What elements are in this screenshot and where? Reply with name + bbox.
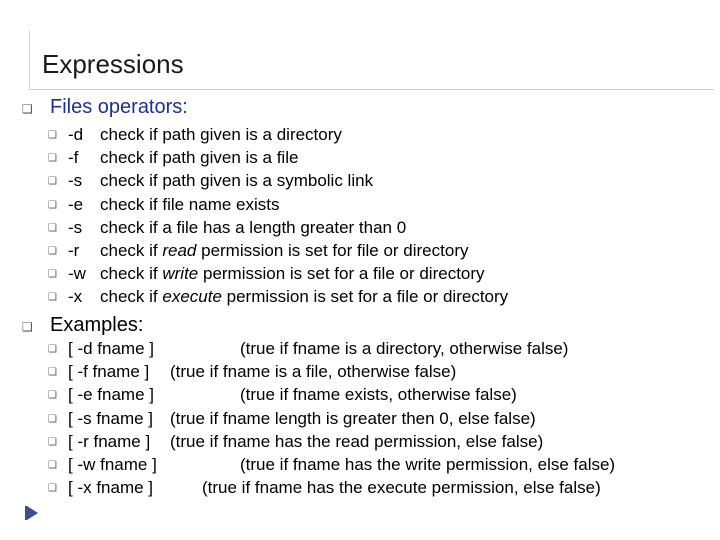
example-description: (true if fname has the execute permission, else false)	[202, 478, 601, 498]
square-bullet-icon: ❑	[48, 367, 57, 379]
square-bullet-icon: ❑	[48, 292, 57, 304]
operator-description	[100, 218, 406, 238]
operator-flag: -w	[68, 264, 86, 284]
title-divider-vertical	[29, 30, 30, 90]
square-bullet-icon: ❑	[48, 483, 57, 495]
operator-description-text: permission is set for file or directory	[196, 241, 469, 260]
operator-description-text: check if path given is a symbolic link	[100, 171, 374, 191]
operator-flag: -f	[68, 148, 79, 168]
operator-description-text: check if a file has a length greater than 0	[100, 217, 407, 237]
square-bullet-icon: ❑	[48, 222, 57, 234]
operator-description-text: check if path given is a directory	[100, 125, 342, 144]
square-bullet-icon: ❑	[48, 436, 57, 448]
operator-description-text: check if file name exists	[100, 194, 280, 214]
operator-description	[100, 195, 280, 215]
operator-flag: -e	[68, 194, 84, 214]
square-bullet-icon: ❑	[22, 102, 33, 116]
examples-heading: Examples:	[50, 314, 144, 336]
operator-flag: -s	[68, 171, 83, 191]
operator-description	[100, 264, 485, 284]
example-description: (true if fname exists, otherwise false)	[240, 385, 517, 405]
operator-description-text: permission is set for a file or directory	[198, 264, 485, 284]
example-description: (true if fname length is greater then 0, else false)	[170, 408, 536, 428]
title-divider	[29, 89, 714, 90]
operator-description-text: check if path given is a file	[100, 148, 299, 168]
operator-description-text: permission is set for a file or directory	[221, 287, 509, 307]
example-code: [ -e fname ]	[68, 385, 154, 405]
operator-description	[100, 148, 298, 168]
square-bullet-icon: ❑	[48, 344, 57, 355]
square-bullet-icon: ❑	[48, 460, 57, 471]
operator-description-text: check if	[100, 241, 163, 260]
example-description: (true if fname has the read permission, else false)	[170, 431, 544, 451]
operator-description	[100, 125, 342, 145]
square-bullet-icon: ❑	[48, 130, 57, 141]
example-description: (true if fname is a file, otherwise false)	[170, 362, 457, 382]
square-bullet-icon: ❑	[48, 390, 57, 402]
slide-title: Expressions	[42, 49, 184, 79]
square-bullet-icon: ❑	[48, 246, 57, 257]
square-bullet-icon: ❑	[48, 413, 57, 425]
example-code: [ -x fname ]	[68, 478, 154, 498]
operator-description	[100, 171, 373, 191]
example-code: [ -d fname ]	[68, 339, 154, 358]
example-code: [ -r fname ]	[68, 431, 151, 451]
operator-flag: -r	[68, 241, 80, 260]
example-code: [ -f fname ]	[68, 362, 150, 382]
square-bullet-icon: ❑	[48, 199, 57, 211]
operator-description-text: check if	[100, 287, 163, 307]
square-bullet-icon: ❑	[48, 269, 57, 281]
example-code: [ -w fname ]	[68, 455, 157, 474]
operator-flag: -x	[68, 287, 83, 307]
square-bullet-icon: ❑	[22, 320, 33, 334]
files-operators-heading: Files operators:	[50, 96, 188, 118]
example-description: (true if fname is a directory, otherwise false)	[240, 339, 569, 358]
square-bullet-icon: ❑	[48, 176, 57, 188]
operator-permission-word: read	[162, 241, 197, 260]
operator-permission-word: execute	[162, 287, 222, 307]
operator-flag: -s	[68, 217, 83, 237]
operator-description	[100, 287, 508, 307]
square-bullet-icon: ❑	[48, 153, 57, 165]
operator-permission-word: write	[162, 264, 199, 284]
example-code: [ -s fname ]	[68, 408, 154, 428]
operator-flag: -d	[68, 125, 84, 144]
operator-description-text: check if	[100, 264, 163, 284]
example-description: (true if fname has the write permission, else false)	[240, 455, 616, 474]
operator-description	[100, 241, 468, 261]
play-arrow-icon[interactable]	[27, 506, 38, 520]
